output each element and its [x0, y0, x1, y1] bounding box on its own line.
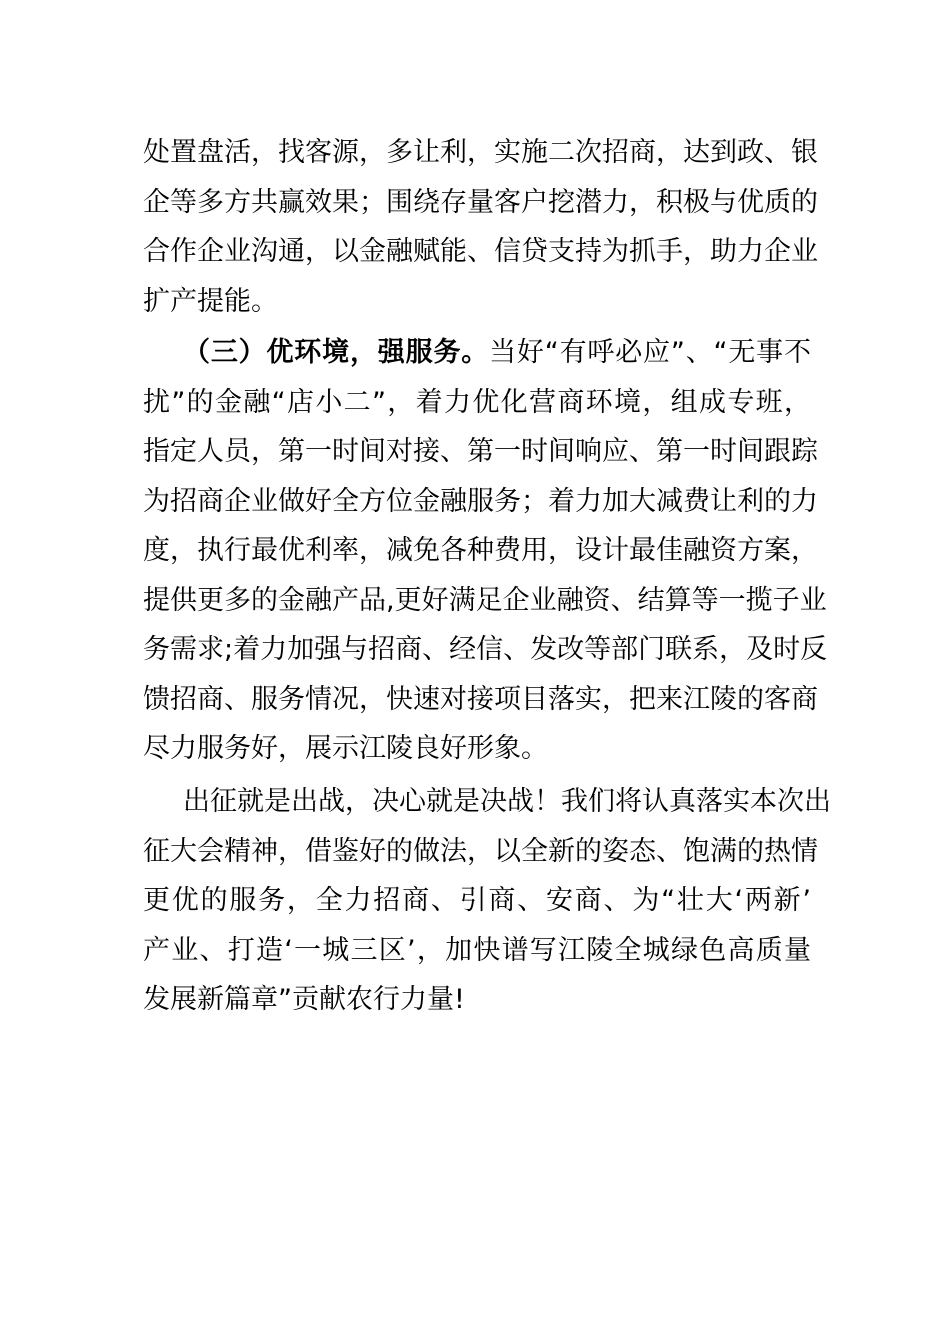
text-line: 馈招商、服务情况，快速对接项目落实，把来江陵的客商	[143, 683, 818, 715]
text-line: 更优的服务，全力招商、引商、安商、为“壮大‘两新’	[143, 885, 811, 916]
text-line: 尽力服务好，展示江陵良好形象。	[143, 733, 548, 764]
text-line: 发展新篇章”贡献农行力量!	[143, 984, 465, 1015]
section-heading: （三）优环境，强服务。	[183, 337, 490, 368]
text-line: 扩产提能。	[143, 285, 278, 317]
text-line: 度，执行最优利率，减免各种费用，设计最佳融资方案，	[143, 535, 818, 566]
text-line: 产业、打造‘一城三区’，加快谱写江陵全城绿色高质量	[143, 934, 811, 966]
text-line: 处置盘活，找客源，多让利，实施二次招商，达到政、银	[143, 137, 818, 168]
text-line	[143, 328, 811, 378]
text-line: 扰”的金融“店小二”，着力优化营商环境，组成专班，	[143, 386, 811, 418]
text-line: 出征就是出战，决心就是决战！我们将认真落实本次出	[183, 786, 831, 817]
text-line: 为招商企业做好全方位金融服务；着力加大减费让利的力	[143, 485, 818, 517]
paragraph-1	[143, 128, 818, 326]
text-line: 征大会精神，借鉴好的做法，以全新的姿态、饱满的热情	[143, 835, 818, 867]
text-line: 务需求;着力加强与招商、经信、发改等部门联系，及时反	[143, 634, 828, 665]
text-line: 企等多方共赢效果；围绕存量客户挖潜力，积极与优质的	[143, 186, 818, 218]
text-line: 合作企业沟通，以金融赋能、信贷支持为抓手，助力企业	[143, 236, 818, 267]
paragraph-3	[143, 777, 831, 1025]
text-line: 指定人员，第一时间对接、第一时间响应、第一时间跟踪	[143, 436, 818, 467]
text-line-rest: 当好“有呼必应”、“无事不	[489, 337, 812, 368]
text-line: 提供更多的金融产品,更好满足企业融资、结算等一揽子业	[143, 584, 827, 616]
paragraph-2	[143, 328, 828, 774]
